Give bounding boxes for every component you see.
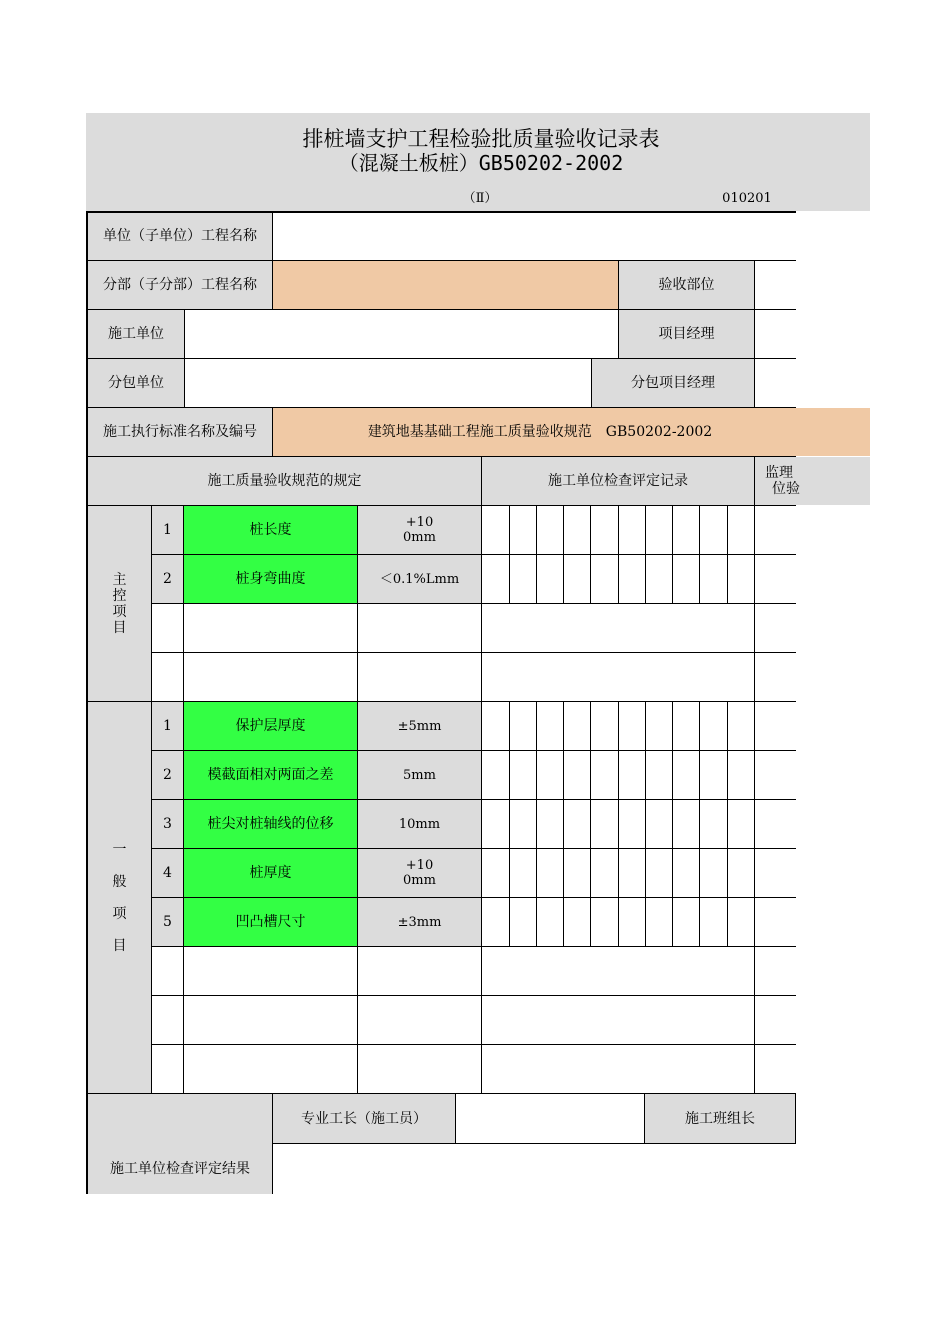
form-roman-numeral: （Ⅱ） — [462, 190, 498, 206]
general-item-1-name: 保护层厚度 — [235, 718, 306, 734]
general-item-2-name: 模截面相对两面之差 — [207, 767, 334, 783]
main-item-1-tolerance: +10 0mm — [403, 515, 436, 545]
supervisor-header-line2: 位验 — [772, 481, 800, 497]
main-item-2-name: 桩身弯曲度 — [235, 571, 306, 587]
standard-label: 施工执行标准名称及编号 — [103, 424, 257, 440]
project-manager-value[interactable] — [755, 310, 796, 358]
unit-project-value[interactable] — [273, 212, 796, 260]
project-manager-label: 项目经理 — [658, 326, 715, 342]
general-item-5-name: 凹凸槽尺寸 — [235, 914, 306, 930]
sub-project-label: 分部（子分部）工程名称 — [103, 277, 257, 293]
general-item-3-no: 3 — [163, 816, 172, 832]
general-item-2-tolerance: 5mm — [403, 767, 436, 783]
result-label: 施工单位检查评定结果 — [110, 1161, 250, 1177]
general-item-4-no: 4 — [163, 865, 172, 881]
form-code: 010201 — [722, 190, 772, 206]
general-item-5-no: 5 — [163, 914, 172, 930]
main-item-2-tolerance: ＜0.1%Lmm — [379, 571, 460, 587]
construction-unit-value[interactable] — [185, 310, 618, 358]
construction-unit-label: 施工单位 — [108, 326, 164, 342]
spec-column-header: 施工质量验收规范的规定 — [207, 473, 362, 489]
form-title: 排桩墙支护工程检验批质量验收记录表 — [302, 127, 660, 151]
standard-value: 建筑地基基础工程施工质量验收规范 GB50202-2002 — [367, 424, 713, 440]
general-item-5-tolerance: ±3mm — [397, 914, 442, 930]
general-label: 一 般 项 目 — [112, 841, 127, 954]
foreman-value[interactable] — [456, 1094, 644, 1143]
subcontract-manager-value[interactable] — [755, 359, 796, 407]
main-control-label: 主 控 项 目 — [112, 571, 127, 636]
general-item-4-tolerance: +10 0mm — [403, 858, 436, 888]
accept-part-value[interactable] — [755, 261, 796, 309]
supervisor-header-line1: 监理 — [765, 465, 793, 481]
record-column-header: 施工单位检查评定记录 — [548, 473, 688, 489]
form-subtitle: （混凝土板桩）GB50202-2002 — [338, 151, 624, 175]
sub-project-value[interactable] — [273, 261, 618, 309]
general-item-1-tolerance: ±5mm — [397, 718, 442, 734]
accept-part-label: 验收部位 — [658, 277, 715, 293]
main-item-2-no: 2 — [163, 571, 172, 587]
subcontract-manager-label: 分包项目经理 — [631, 375, 715, 391]
general-item-1-no: 1 — [163, 718, 172, 734]
supervisor-column-header — [755, 457, 803, 505]
general-item-2-no: 2 — [163, 767, 172, 783]
team-leader-label: 施工班组长 — [685, 1110, 755, 1127]
general-item-3-tolerance: 10mm — [398, 816, 441, 832]
general-item-3-name: 桩尖对桩轴线的位移 — [207, 816, 334, 832]
general-item-4-name: 桩厚度 — [249, 865, 292, 881]
subcontract-unit-label: 分包单位 — [108, 375, 164, 391]
unit-project-label: 单位（子单位）工程名称 — [103, 228, 257, 244]
main-item-1-no: 1 — [163, 522, 172, 538]
foreman-label: 专业工长（施工员） — [301, 1110, 427, 1127]
main-item-1-name: 桩长度 — [249, 522, 292, 538]
subcontract-unit-value[interactable] — [185, 359, 591, 407]
